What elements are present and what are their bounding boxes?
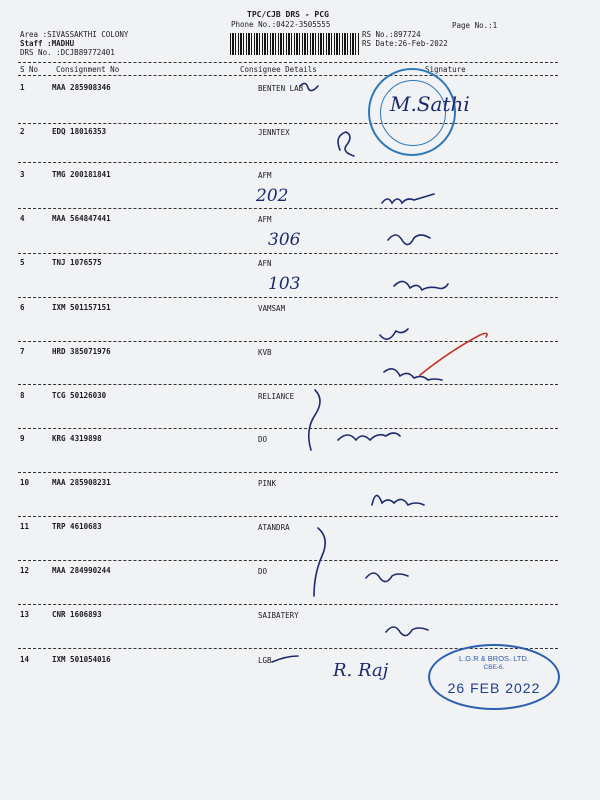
handwritten-room-306: 306 (268, 230, 301, 250)
rs-date: RS Date:26-Feb-2022 (362, 39, 448, 48)
row-sno: 5 (20, 258, 25, 267)
col-consignee: Consignee Details (240, 65, 317, 74)
row-sno: 7 (20, 347, 25, 356)
row-consignment: TNJ 1076575 (52, 258, 102, 267)
signature-row10 (372, 495, 424, 505)
page-number: Page No.:1 (452, 21, 498, 30)
row-consignee: PINK (258, 479, 277, 488)
col-sno: S No (20, 65, 39, 74)
row-consignment: MAA 284990244 (52, 566, 111, 575)
sheet-title: TPC/CJB DRS - PCG (247, 10, 329, 19)
phone-number: Phone No.:0422-3505555 (231, 20, 331, 29)
row-sno: 14 (20, 655, 30, 664)
row-sno: 2 (20, 127, 25, 136)
handwritten-room-202: 202 (256, 186, 289, 206)
handwritten-signature-row14: R. Raj (333, 660, 389, 681)
row-consignment: IXM 501054016 (52, 655, 111, 664)
row-sno: 11 (20, 522, 30, 531)
row-consignment: HRD 385071976 (52, 347, 111, 356)
scribble-row1 (300, 83, 318, 90)
date-stamp-date: 26 FEB 2022 (447, 680, 541, 696)
row-consignment: EDQ 18016353 (52, 127, 107, 136)
row-sno: 6 (20, 303, 25, 312)
signature-row13 (386, 627, 428, 636)
row-sno: 10 (20, 478, 30, 487)
signature-row12 (366, 573, 408, 582)
row-consignee: LGB (258, 656, 272, 665)
signature-row4 (388, 235, 430, 245)
row-consignment: TCG 50126030 (52, 391, 107, 400)
row-consignment: KRG 4319898 (52, 434, 102, 443)
staff-label: Staff :MADHU (20, 39, 75, 48)
row-sno: 8 (20, 391, 25, 400)
row-consignee: DO (258, 435, 268, 444)
signature-row7 (384, 369, 442, 380)
row-consignment: TRP 4610683 (52, 522, 102, 531)
signature-row5 (394, 281, 448, 290)
row-consignee: AFM (258, 215, 272, 224)
handwritten-room-103: 103 (268, 274, 301, 294)
drs-number: DRS No. :DCJB89772401 (20, 48, 115, 57)
col-consignment: Consignment No (56, 65, 120, 74)
row-consignee: KVB (258, 348, 272, 357)
row-sno: 3 (20, 170, 25, 179)
brace-row8-9 (309, 390, 320, 450)
row-consignee: DO (258, 567, 268, 576)
row-consignment: MAA 564847441 (52, 214, 111, 223)
date-stamp-company: L.G.R & BROS. LTD. (459, 654, 529, 663)
date-stamp (428, 644, 560, 710)
handwritten-signature-row1: M.Sathi (390, 92, 470, 116)
row-sno: 13 (20, 610, 30, 619)
row-consignee: SAIBATERY (258, 611, 299, 620)
area-label: Area :SIVASSAKTHI COLONY (20, 30, 129, 39)
rs-number: RS No.:897724 (362, 30, 421, 39)
row-consignment: MAA 285908346 (52, 83, 111, 92)
row-consignee: JENNTEX (258, 128, 290, 137)
stroke-row14 (272, 656, 298, 662)
row-consignment: TMG 200181841 (52, 170, 111, 179)
row-sno: 9 (20, 434, 25, 443)
red-check-mark (420, 333, 487, 375)
row-sno: 4 (20, 214, 25, 223)
row-consignment: MAA 285908231 (52, 478, 111, 487)
row-consignee: ATANDRA (258, 523, 290, 532)
row-sno: 1 (20, 83, 25, 92)
brace-row11-12 (314, 528, 325, 596)
scribble-row2 (338, 132, 354, 156)
signature-row6 (380, 329, 408, 339)
col-signature: Signature (425, 65, 466, 74)
row-sno: 12 (20, 566, 30, 575)
date-stamp-sub: CBE-6. (483, 664, 505, 671)
signature-row3 (382, 194, 434, 203)
row-consignee: BENTEN LAB (258, 84, 304, 93)
row-consignee: VAMSAM (258, 304, 286, 313)
row-consignee: RELIANCE (258, 392, 295, 401)
signature-row9 (338, 433, 400, 440)
row-consignment: IXM 501157151 (52, 303, 111, 312)
row-consignee: AFN (258, 259, 272, 268)
row-consignee: AFM (258, 171, 272, 180)
row-consignment: CNR 1606893 (52, 610, 102, 619)
